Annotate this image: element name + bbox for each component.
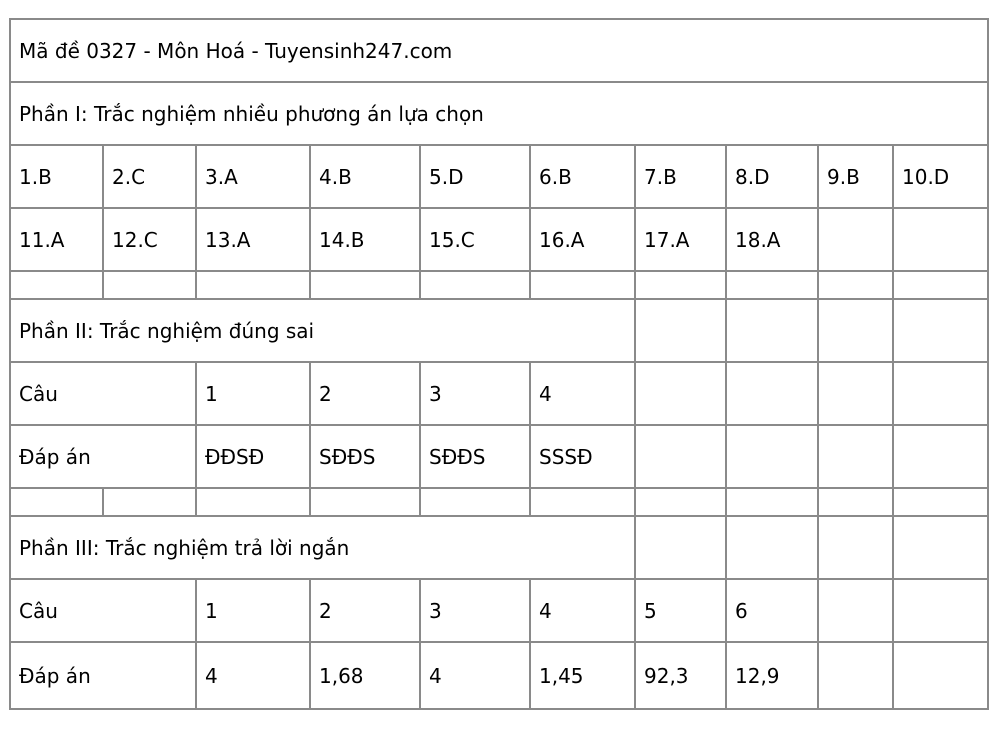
empty-cell [726,425,818,488]
part1-answer-row-1 [10,145,988,208]
empty-cell [726,362,818,425]
part1-answer-cell: 11.A [10,208,103,271]
part2-question-number: 4 [530,362,635,425]
part3-question-number: 3 [420,579,530,642]
empty-cell [196,488,310,516]
part1-answer-cell: 1.B [10,145,103,208]
empty-cell [635,362,726,425]
empty-cell [635,516,726,579]
part3-answer-row [10,642,988,709]
empty-cell [893,362,988,425]
part2-answer-label: Đáp án [10,425,196,488]
empty-cell [726,488,818,516]
part3-question-row [10,579,988,642]
empty-cell [726,299,818,362]
part2-question-number: 2 [310,362,420,425]
empty-cell [420,271,530,299]
part1-answer-row-2 [10,208,988,271]
part3-answer-cell: 1,45 [530,642,635,709]
part2-heading-row [10,299,988,362]
part1-answer-cell: 7.B [635,145,726,208]
empty-cell [818,642,893,709]
part2-question-number: 3 [420,362,530,425]
empty-cell [893,516,988,579]
part1-answer-cell: 14.B [310,208,420,271]
empty-cell [818,516,893,579]
answer-key-table [9,18,989,710]
part1-answer-cell: 2.C [103,145,196,208]
empty-cell [10,488,103,516]
empty-cell [818,425,893,488]
part3-question-number: 6 [726,579,818,642]
title-row [10,19,988,82]
empty-cell [530,488,635,516]
part1-answer-cell: 16.A [530,208,635,271]
part1-answer-cell: 4.B [310,145,420,208]
answer-key-sheet [9,18,987,728]
part3-question-number: 1 [196,579,310,642]
empty-cell [726,271,818,299]
part3-question-number: 4 [530,579,635,642]
part2-heading: Phần II: Trắc nghiệm đúng sai [10,299,635,362]
empty-cell [10,271,103,299]
empty-cell [818,362,893,425]
empty-cell [103,271,196,299]
part1-answer-cell: 13.A [196,208,310,271]
document-title: Mã đề 0327 - Môn Hoá - Tuyensinh247.com [10,19,988,82]
empty-cell [893,208,988,271]
part1-answer-cell: 15.C [420,208,530,271]
empty-cell [893,642,988,709]
spacer-row [10,271,988,299]
part1-answer-cell: 10.D [893,145,988,208]
empty-cell [420,488,530,516]
empty-cell [103,488,196,516]
empty-cell [635,488,726,516]
part1-answer-cell: 12.C [103,208,196,271]
empty-cell [196,271,310,299]
part1-answer-cell: 8.D [726,145,818,208]
part3-heading-row [10,516,988,579]
empty-cell [818,579,893,642]
part3-heading: Phần III: Trắc nghiệm trả lời ngắn [10,516,635,579]
part2-question-number: 1 [196,362,310,425]
part2-answer-cell: SĐĐS [310,425,420,488]
part2-answer-cell: SĐĐS [420,425,530,488]
part2-answer-cell: ĐĐSĐ [196,425,310,488]
empty-cell [635,425,726,488]
part1-answer-cell: 18.A [726,208,818,271]
part3-question-label: Câu [10,579,196,642]
part3-answer-label: Đáp án [10,642,196,709]
part3-question-number: 2 [310,579,420,642]
part2-answer-cell: SSSĐ [530,425,635,488]
part3-answer-cell: 4 [420,642,530,709]
empty-cell [310,271,420,299]
empty-cell [635,271,726,299]
part1-answer-cell: 9.B [818,145,893,208]
part2-question-row [10,362,988,425]
part2-question-label: Câu [10,362,196,425]
empty-cell [893,579,988,642]
part3-question-number: 5 [635,579,726,642]
empty-cell [893,299,988,362]
empty-cell [818,299,893,362]
empty-cell [818,488,893,516]
empty-cell [893,488,988,516]
empty-cell [818,271,893,299]
empty-cell [818,208,893,271]
empty-cell [635,299,726,362]
part1-answer-cell: 3.A [196,145,310,208]
part1-answer-cell: 5.D [420,145,530,208]
part1-heading-row [10,82,988,145]
empty-cell [893,425,988,488]
part3-answer-cell: 92,3 [635,642,726,709]
empty-cell [726,516,818,579]
part1-answer-cell: 17.A [635,208,726,271]
part3-answer-cell: 1,68 [310,642,420,709]
empty-cell [530,271,635,299]
part3-answer-cell: 12,9 [726,642,818,709]
empty-cell [893,271,988,299]
part1-answer-cell: 6.B [530,145,635,208]
empty-cell [310,488,420,516]
part3-answer-cell: 4 [196,642,310,709]
part1-heading: Phần I: Trắc nghiệm nhiều phương án lựa chọn [10,82,988,145]
part2-answer-row [10,425,988,488]
spacer-row [10,488,988,516]
